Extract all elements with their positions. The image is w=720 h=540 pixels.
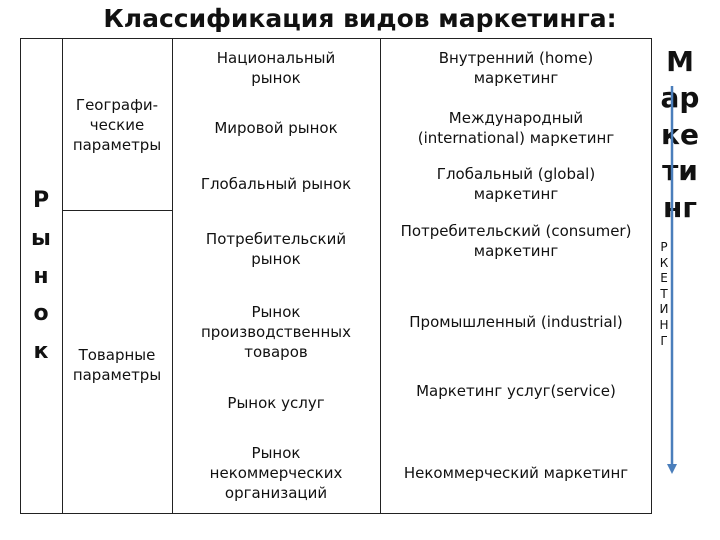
marketing-cell: Промышленный (industrial) — [409, 312, 623, 331]
market-cell: Рынок услуг — [227, 393, 325, 412]
market-cell: Мировой рынок — [214, 118, 338, 137]
marketing-cell: Международный (international) маркетинг — [417, 108, 615, 147]
group-divider — [62, 210, 172, 211]
group-label-product: Товарные параметры — [72, 345, 162, 384]
marketing-vertical-small-label: Р К Е Т И Н Г — [659, 240, 669, 348]
marketing-vertical-label: М ар ке ти нг — [660, 45, 700, 224]
marketing-cell: Потребительский (consumer) маркетинг — [400, 221, 632, 260]
marketing-cell: Глобальный (global) маркетинг — [436, 164, 596, 203]
market-cell: Глобальный рынок — [200, 174, 352, 193]
market-vertical-label: Р ы н о к — [31, 188, 51, 365]
marketing-cell: Внутренний (home) маркетинг — [438, 48, 594, 87]
market-cell: Рынок некоммерческих организаций — [209, 443, 343, 503]
market-cell: Рынок производственных товаров — [200, 302, 351, 362]
marketing-cell: Маркетинг услуг(service) — [416, 381, 616, 400]
marketing-cell: Некоммерческий маркетинг — [403, 463, 629, 482]
page-title: Классификация видов маркетинга: — [103, 4, 617, 33]
market-cell: Национальный рынок — [216, 48, 336, 87]
group-label-geographic: Географи- ческие параметры — [72, 95, 162, 155]
market-cell: Потребительский рынок — [205, 229, 347, 268]
